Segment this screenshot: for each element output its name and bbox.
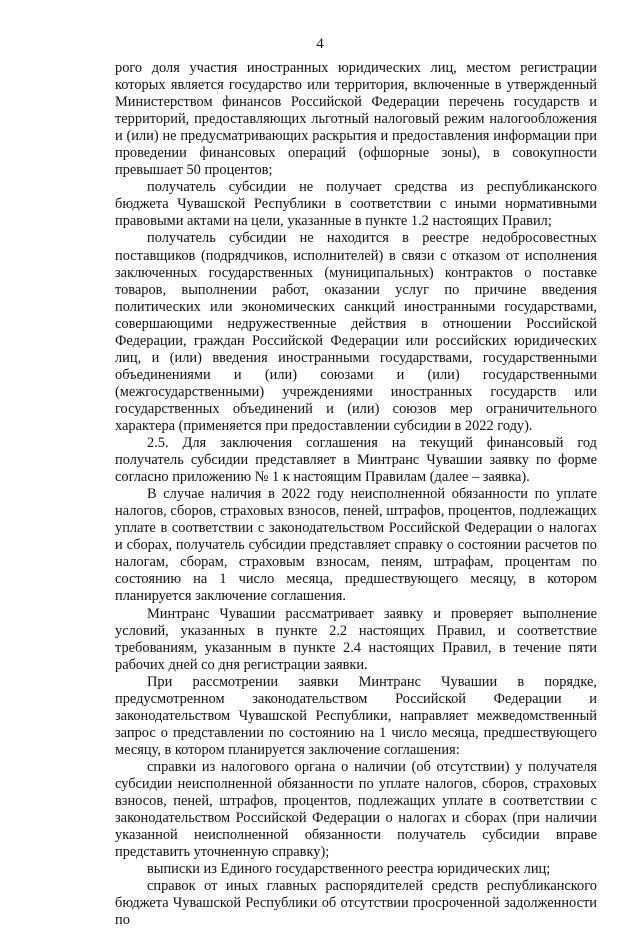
paragraph-2-5-application: 2.5. Для заключения соглашения на текущий финансовый год получатель субсидии представляет в Минтранс Чувашии заявку по форме согласно приложению № 1 к настоящим Правилам (далее – заявка). — [115, 435, 597, 486]
document-body — [115, 60, 597, 929]
paragraph-egrul-extract: выписки из Единого государственного реестра юридических лиц; — [147, 861, 551, 878]
paragraph-tax-certificate: В случае наличия в 2022 году неисполненной обязанности по уплате налогов, сборов, страховых взносов, пеней, штрафов, процентов, подлежащих уплате в соответствии с законодательством Российской Федерации о налогах и сборах, получатель субсидии представляет справку о состоянии расчетов по налогам, сборам, страховым взносам, пеням, штрафам, процентам по состоянию на 1 число месяца, предшествующего месяцу, в котором планируется заключение соглашения. — [115, 486, 597, 605]
paragraph-not-in-registry: получатель субсидии не находится в реестре недобросовестных поставщиков (подрядчиков, исполнителей) в связи с отказом от исполнения заключенных государственных (муниципальных) контрактов о поставке товаров, выполнении работ, оказании услуг по причине введения политических или экономических санкций иностранными государствами, совершающими недружественные действия в отношении Российской Федерации, граждан Российской Федерации или российских юридических лиц, и (или) введения иностранными государствами, государственными объединениями и (или) союзами и (или) государственными (межгосударственными) учреждениями иностранных государств или государственных объединений и (или) союзов мер ограничительного характера (применяется при предоставлении субсидии в 2022 году). — [115, 230, 597, 434]
paragraph-other-administrators: справок от иных главных распорядителей средств республиканского бюджета Чувашской Республики об отсутствии просроченной задолженности по — [115, 878, 597, 929]
paragraph-interagency-request: При рассмотрении заявки Минтранс Чувашии в порядке, предусмотренном законодательством Российской Федерации и законодательством Чувашской Республики, направляет межведомственный запрос о представлении по состоянию на 1 число месяца, предшествующего месяцу, в котором планируется заключение соглашения: — [115, 673, 597, 758]
paragraph-review-application: Минтранс Чувашии рассматривает заявку и проверяет выполнение условий, указанных в пункте 2.2 настоящих Правил, и соответствие требованиям, указанным в пункте 2.4 настоящих Правил, в течение пяти рабочих дней со дня регистрации заявки. — [115, 605, 597, 673]
paragraph-no-other-funds: получатель субсидии не получает средства из республиканского бюджета Чувашской Республики в соответствии с иными нормативными правовыми актами на цели, указанные в пункте 1.2 настоящих Правил; — [115, 179, 597, 230]
page-number: 4 — [316, 36, 324, 52]
paragraph-offshore-continuation: рого доля участия иностранных юридических лиц, местом регистрации которых является государство или территория, включенные в утвержденный Министерством финансов Российской Федерации перечень государств и территорий, предоставляющих льготный налоговый режим налогообложения и (или) не предусматривающих раскрытия и предоставления информации при проведении финансовых операций (офшорные зоны), в совокупности превышает 50 процентов; — [115, 60, 597, 179]
paragraph-tax-authority-certificate: справки из налогового органа о наличии (об отсутствии) у получателя субсидии неисполненной обязанности по уплате налогов, сборов, страховых взносов, пеней, штрафов, процентов, подлежащих уплате в соответствии с законодательством Российской Федерации о налогах и сборах (при наличии указанной неисполненной обязанности получатель субсидии вправе представить уточненную справку); — [115, 758, 597, 861]
